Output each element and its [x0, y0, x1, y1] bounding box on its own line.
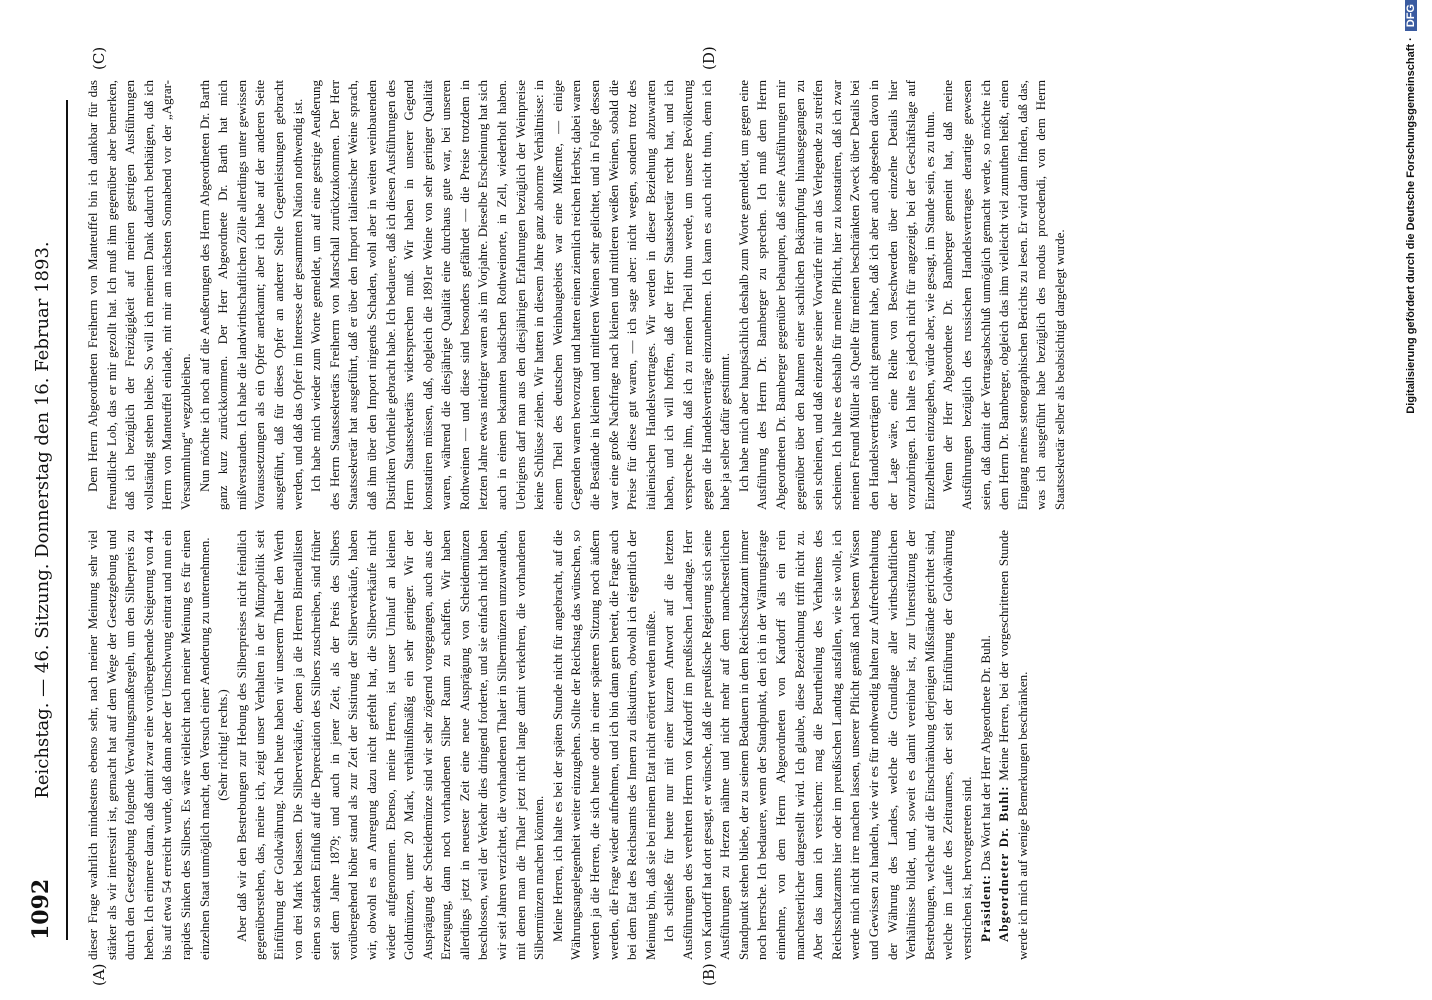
speaker-label: Präsident:: [977, 874, 993, 942]
margin-letter-c: (C): [90, 46, 108, 70]
applause-note: (Sehr richtig! rechts.): [215, 689, 231, 801]
margin-letter-d: (D): [700, 46, 718, 70]
margin-letter-a: (A): [90, 963, 108, 986]
paragraph: dieser Frage wahrlich mindestens ebenso sehr, nach meiner Meinung sehr viel stärker als wir interessirt ist, gemacht hat auf dem Wege der Gesetzgebung und durch den Gesetzgebung folgende Verwaltungsmaßregeln, um den Silberpreis zu heben. Ich erinnere daran, daß damit zwar eine vorübergehende Steigerung von 44 bis auf etwa 54 erreicht wurde, daß dann aber der Umschwung eintrat und nun ein rapides Sinken des Silbers. Es wäre vielleicht nach meiner Meinung es für einen einzelnen Staat unmöglich macht, den Versuch einer Aenderung zu unternehmen.: [85, 530, 212, 960]
speaker-label: Abgeordneter Dr. Buhl:: [996, 785, 1012, 942]
digitization-stamp: [1405, 0, 1429, 1000]
paragraph: Ich schließe für heute nur mit einer kurzen Antwort auf die letzten Ausführungen des verehrten Herrn von Kardorff im preußischen Landtage. Herr von Kardorff hat dort gesagt, er wünsche, daß die preußische Regierung sich seine Ausführungen zu Herzen nähme und nicht mehr auf dem manchesterlichen Standpunkt stehen bliebe, der zu seinem Bedauern in dem Reichsschatzamt immer noch herrsche. Ich bedauere, wenn der Standpunkt, den ich in der Währungsfrage einnehme, von dem Herrn Abgeordneten von Kardorff als ein rein manchesterlicher dargestellt wird. Ich glaube, diese Bezeichnung trifft nicht zu. Aber das kann ich versichern: mag die Beurtheilung des Verhaltens des Reichsschatzamts hier oder im preußischen Landtag ausfallen, wie sie wolle, ich werde mich nicht irre machen lassen, unserer Pflicht gemäß nach bestem Wissen und Gewissen zu handeln, wie wir es für nothwendig halten zur Aufrechterhaltung der Währung des Landes, welche die Grundlage aller wirthschaftlichen Verhältnisse bildet, und, soweit es damit vereinbar ist, zur Unterstützung der Bestrebungen, welche auf die Einschränkung derjenigen Mißstände gerichtet sind, welche im Laufe des Zeitraumes, der seit der Einführung der Goldwährung verstrichen ist, hervorgetreten sind.: [661, 530, 974, 960]
paragraph: Nun möchte ich noch auf die Aeußerungen des Herrn Abgeordneten Dr. Barth ganz kurz zurückkommen. Der Herr Abgeordnete Dr. Barth hat mich mißverstanden. Ich habe die landwirthschaftlichen Zölle allerdings unter gewissen Voraussetzungen als ein Opfer anerkannt; aber ich habe auf der anderen Seite ausgeführt, daß für dieses Opfer an anderer Stelle Gegenleistungen gebracht werden, und daß das Opfer im Interesse der gesammten Nation nothwendig ist.: [196, 80, 305, 510]
paragraph: Ich habe mich wieder zum Worte gemeldet, um auf eine gestrige Aeußerung des Herrn Staatssekretärs Freiherrn von Marschall zurückzukommen. Der Herr Staatssekretär hat ausgeführt, daß er über den Import italienischer Weine sprach, daß ihm über den Import nirgends Schaden, wohl aber in weiten weinbauenden Distrikten Vortheile gebracht habe. Ich bedauere, daß ich diesen Ausführungen des Herrn Staatssekretärs widersprechen muß. Wir haben in unserer Gegend konstatiren müssen, daß, obgleich die 1891er Weine von sehr geringer Qualität waren, während die diesjährige Qualität eine durchaus gute war, bei unseren Rothweinen — und diese sind besonders gefährdet — die Preise trotzdem in letzten Jahre etwas niedriger waren als im Vorjahre. Dieselbe Erscheinung hat sich auch in einem bekannten badischen Rothweinorte, in Zell, wiederholt haben. Uebrigens darf man aus den diesjährigen Erfahrungen bezüglich der Weinpreise keine Schlüsse ziehen. Wir hatten in diesem Jahre ganz abnorme Verhältnisse: in einem Theil des deutschen Weinbaugebiets war eine Mißernte, — einige Gegenden waren bevorzugt und hatten einen ziemlich reichen Herbst; dabei waren die Bestände in kleinen und mittleren Weinen sehr gelichtet, und in Folge dessen war eine große Nachfrage nach kleinen und mittleren weißen Weinen, sobald die Preise für diese gut waren, — ich sage aber: nicht wegen, sondern trotz des italienischen Handelsvertrages. Wir werden in dieser Beziehung abzuwarten haben, und ich will hoffen, daß der Herr Staatssekretär recht hat, und ich verspreche ihm, daß ich zu meinen Theil thun werde, um unsere Bevölkerung gegen die Handelsverträge einzunehmen. Ich kann es auch nicht thun, denn ich habe ja selber dafür gestimmt.: [308, 80, 733, 510]
running-title: Reichstag. — 46. Sitzung. Donnerstag den 16. Februar 1893.: [32, 241, 53, 799]
right-column: [84, 80, 1069, 510]
left-column: [84, 530, 1032, 960]
stamp-text: Digitalisierung gefördert durch die Deutsche Forschungsgemeinschaft ·: [1405, 37, 1417, 414]
dfg-badge: DFG: [1405, 0, 1417, 31]
paragraph: Ich habe mich aber hauptsächlich deshalb zum Worte gemeldet, um gegen eine Ausführung des Herrn Dr. Bamberger zu sprechen. Ich muß dem Herrn Abgeordneten Dr. Bamberger gegenüber behaupten, daß seine Ausführungen mir gegenüber über den Rahmen einer sachlichen Bekämpfung hinausgegangen zu sein scheinen, und daß einzelne seiner Vorwürfe mir an das Verlegende zu streifen scheinen. Ich halte es deshalb für meine Pflicht, hier zu konstatiren, daß ich zwar meinen Freund Müller als Quelle für meinen beschränkten Zweck über Details bei den Handelsverträgen nicht genannt habe, daß ich aber auch abgesehen davon in der Lage wäre, eine Reihe von Beschwerden über einzelne Details hier vorzubringen. Ich halte es jedoch nicht für angezeigt, bei der Geschäftslage auf Einzelheiten einzugehen, würde aber, wie gesagt, im Stande sein, es zu thun.: [735, 80, 937, 510]
paragraph: Aber daß wir den Bestrebungen zur Hebung des Silberpreises nicht feindlich gegenüberstehen, das, meine ich, zeigt unser Verhalten in der Münzpolitik seit Einführung der Goldwährung. Nach heute haben wir unserem Thaler den Werth von drei Mark belassen. Die Silberverkäufe, denen ja die Herren Bimetallisten einen so starken Einfluß auf die Depreciation des Silbers zuschreiben, sind früher seit dem Jahre 1879; und auch in jener Zeit, als der Preis des Silbers vorübergehend höher stand als zur Zeit der Sistirung der Silberverkäufe, haben wir, obwohl es an Anregung dazu nicht gefehlt hat, die Silberverkäufe nicht wieder aufgenommen. Ebenso, meine Herren, ist unser Umlauf an kleinen Goldmünzen, unter 20 Mark, verhältnißmäßig ein sehr geringer. Wir der Ausprägung der Scheidemünze sind wir sehr zögernd vorgegangen, auch aus der Erzeugung, dann noch vorhandenen Silber Raum zu schaffen. Wir haben allerdings jetzt in neuester Zeit eine neue Ausprägung von Scheidemünzen beschlossen, weil der Verkehr dies dringend forderte, und sie einfach nicht haben wir seit Jahren verzichtet, die vorhandenen Thaler in Silbermünzen umzuwandeln, mit denen man die Thaler jetzt nicht lange damit verkehren, die vorhandenen Silbermünzen machen könnten.: [233, 530, 547, 960]
statement-text: Meine Herren, bei der vorgeschrittenen Stunde werde ich mich auf wenige Bemerkungen beschränken.: [996, 529, 1030, 960]
page-header: [20, 80, 76, 960]
paragraph: Meine Herren, ich halte es bei der späten Stunde nicht für angebracht, auf die Währungsangelegenheit weiter einzugehen. Sollte der Reichstag das wünschen, so werden ja die Herren, die sich heute oder in einer späteren Sitzung noch äußern werden, die Frage wieder aufnehmen, und ich bin dann gern bereit, die Frage auch bei dem Etat des Reichsamts des Innern zu diskutiren, obwohl ich eigentlich der Meinung bin, daß sie bei meinem Etat nicht erörtert werden müßte.: [549, 530, 658, 960]
statement-text: Das Wort hat der Herr Abgeordnete Dr. Buhl.: [977, 635, 993, 871]
buhl-statement: [995, 530, 1032, 960]
header-rule: [66, 100, 68, 940]
paragraph: Wenn der Herr Abgeordnete Dr. Bamberger gemeint hat, daß meine Ausführungen bezüglich des russischen Handelsvertrages derartige gewesen seien, daß damit der Vertragsabschluß unmöglich gemacht werde, so möchte ich dem Herrn Dr. Bamberger, obgleich das ihm vielleicht viel zumuthen heißt, einen Eingang meines stenographischen Berichts zu lesen. Er wird dann finden, daß das, was ich ausgeführt habe bezüglich des modus procedendi, von dem Herrn Staatssekretär selber als beabsichtigt dargelegt wurde.: [940, 80, 1067, 510]
paragraph: Dem Herrn Abgeordneten Freiherrn von Manteuffel bin ich dankbar für das freundliche Lob, das er mir gezollt hat. Ich muß ihm gegenüber aber bemerken, daß ich bezüglich der Freizügigkeit auf meinen gestrigen Ausführungen vollständig stehen bleibe. So will ich meinem Dank dadurch bethätigen, daß ich Herrn von Manteuffel einlade, mit mir am nächsten Sonnabend vor der „Agrar-Versammlung“ wegzubleiben.: [85, 80, 193, 510]
margin-letter-b: (B): [700, 963, 718, 986]
president-statement: [977, 530, 996, 960]
page-number: 1092: [28, 878, 54, 940]
